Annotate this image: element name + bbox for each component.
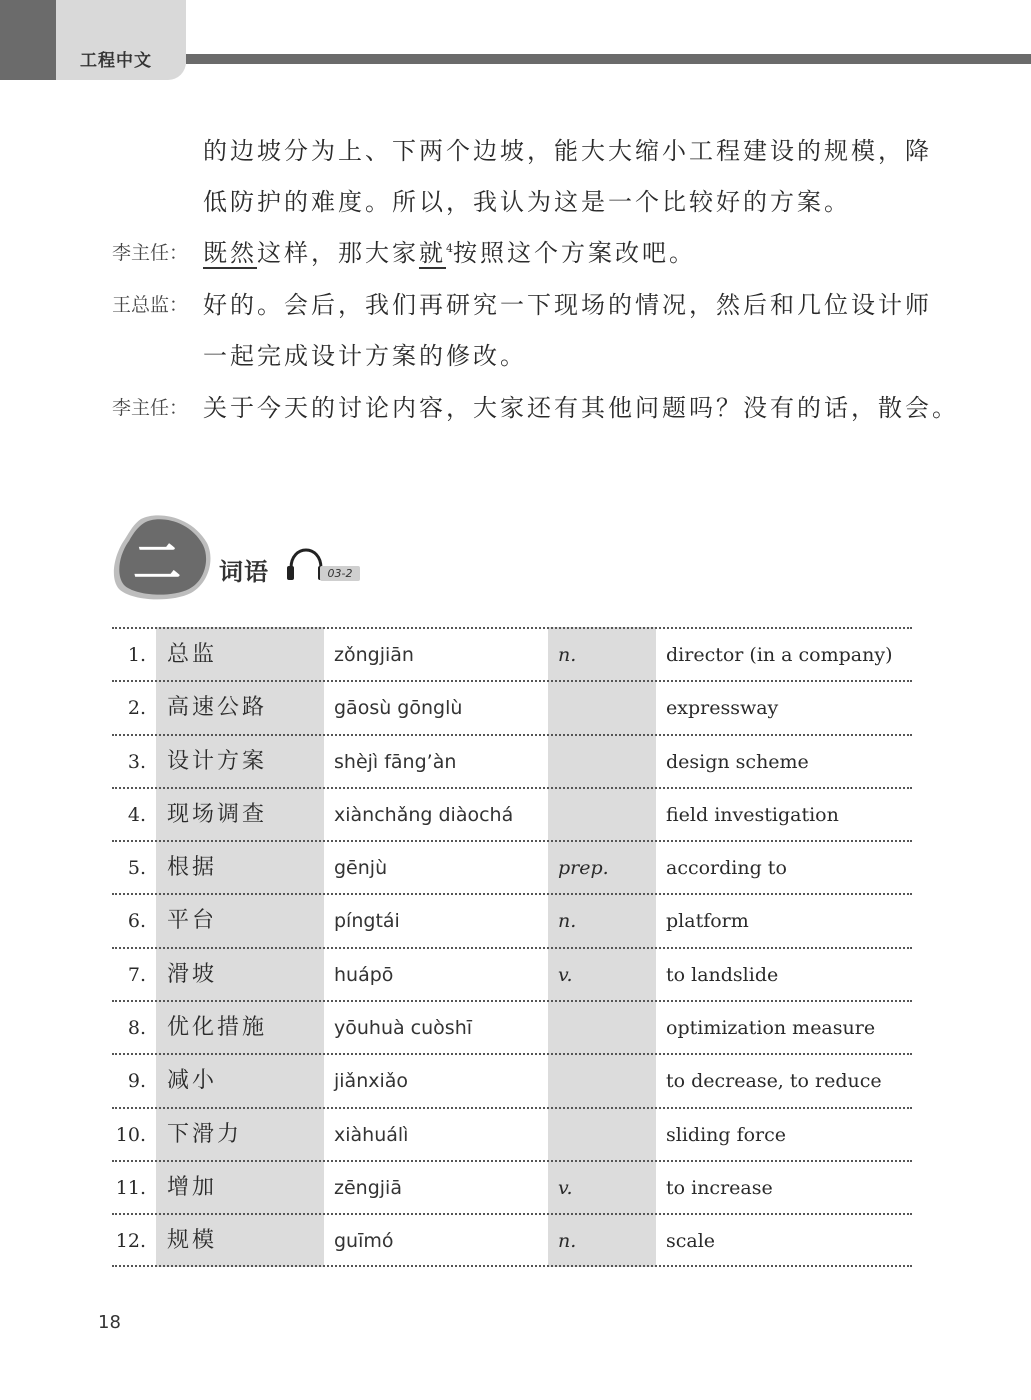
vocab-pinyin: xiàhuálì [334,1123,409,1146]
vocab-pos: prep. [558,857,609,880]
vocab-word: 滑坡 [167,961,218,987]
vocab-pinyin: shèjì fāng’àn [334,750,457,773]
header-rule [186,54,1031,64]
vocab-word: 优化措施 [167,1015,268,1041]
vocab-pinyin: xiànchǎng diàochá [334,803,514,826]
vocab-english: sliding force [666,1123,787,1146]
speaker-label: 王总监： [112,294,189,316]
table-row [112,893,912,946]
dialogue-text: 这样，那大家 [257,239,419,267]
vocab-pos: n. [558,1230,577,1253]
grammar-word: 就 [419,239,446,267]
table-row [112,734,912,787]
dialogue-line: 好的。会后，我们再研究一下现场的情况，然后和几位设计师 [203,291,932,319]
dialogue-line: 的边坡分为上、下两个边坡，能大大缩小工程建设的规模，降 [203,137,932,165]
grammar-word: 既然 [203,239,257,267]
page-number: 18 [98,1312,121,1333]
vocab-pinyin: zǒngjiān [334,644,414,666]
vocab-word: 现场调查 [167,801,268,827]
dialogue-line [203,238,696,268]
vocab-word: 规模 [167,1228,218,1254]
vocab-word: 下滑力 [167,1121,243,1147]
table-row [112,1213,912,1266]
vocab-word: 总监 [167,642,218,667]
vocab-number: 7. [127,963,146,986]
vocab-english: to increase [666,1176,773,1199]
vocab-pinyin: zēngjiā [334,1176,402,1199]
vocab-pos: n. [558,644,577,666]
vocab-pinyin: gēnjù [334,857,388,880]
dialogue-text: 按照这个方案改吧。 [453,239,696,267]
vocab-pinyin: gāosù gōnglù [334,697,463,720]
speaker-label: 李主任： [112,397,189,419]
vocab-english: optimization measure [666,1017,876,1040]
dialogue-line: 低防护的难度。所以，我认为这是一个比较好的方案。 [203,188,851,216]
dialogue-line: 一起完成设计方案的修改。 [203,342,527,370]
vocab-pinyin: guīmó [334,1230,394,1253]
vocab-english: scale [666,1230,716,1253]
table-row [112,1160,912,1213]
vocab-word: 根据 [167,855,218,881]
vocab-pos: v. [558,1176,573,1199]
vocab-pinyin: huápō [334,963,394,986]
table-row [112,1000,912,1053]
table-row [112,787,912,840]
section-number: 二 [132,535,182,591]
vocab-number: 3. [127,750,146,773]
dialogue-line: 关于今天的讨论内容，大家还有其他问题吗？没有的话，散会。 [203,394,959,422]
vocab-english: expressway [666,697,779,720]
vocab-number: 2. [127,697,146,720]
vocab-number: 12. [115,1230,146,1253]
vocab-word: 高速公路 [167,695,268,721]
vocab-english: to landslide [666,963,779,986]
section-title: 词语 [219,558,269,586]
vocab-pinyin: píngtái [334,910,400,933]
vocab-table [112,627,912,1267]
vocab-word: 减小 [167,1068,218,1094]
book-title: 工程中文 [80,51,152,71]
table-row [112,1107,912,1160]
vocab-english: according to [666,857,787,880]
vocab-word: 设计方案 [167,748,268,774]
section-badge [111,513,213,601]
table-row [112,680,912,733]
vocab-number: 8. [127,1017,146,1040]
vocab-word: 平台 [167,908,218,934]
vocab-word: 增加 [167,1174,218,1200]
vocab-pinyin: yōuhuà cuòshī [334,1017,473,1040]
vocab-english: field investigation [666,803,839,826]
grammar-note-marker: 4 [446,242,453,255]
vocab-number: 5. [127,857,146,880]
table-row [112,840,912,893]
vocab-number: 1. [127,644,146,666]
table-row [112,627,912,680]
vocab-number: 4. [127,803,146,826]
table-row [112,947,912,1000]
vocab-number: 10. [115,1123,146,1146]
vocab-english: design scheme [666,750,809,773]
speaker-label: 李主任： [112,242,189,264]
vocab-english: to decrease, to reduce [666,1070,882,1093]
vocab-pinyin: jiǎnxiǎo [334,1070,409,1093]
vocab-pos: v. [558,963,573,986]
vocab-number: 6. [127,910,146,933]
audio-track-code: 03-2 [320,566,360,581]
vocab-number: 11. [115,1176,146,1199]
vocab-english: platform [666,910,749,933]
table-row [112,1053,912,1106]
vocab-number: 9. [127,1070,146,1093]
header-tab-accent [0,0,56,80]
vocab-english: director (in a company) [666,644,893,666]
vocab-pos: n. [558,910,577,933]
